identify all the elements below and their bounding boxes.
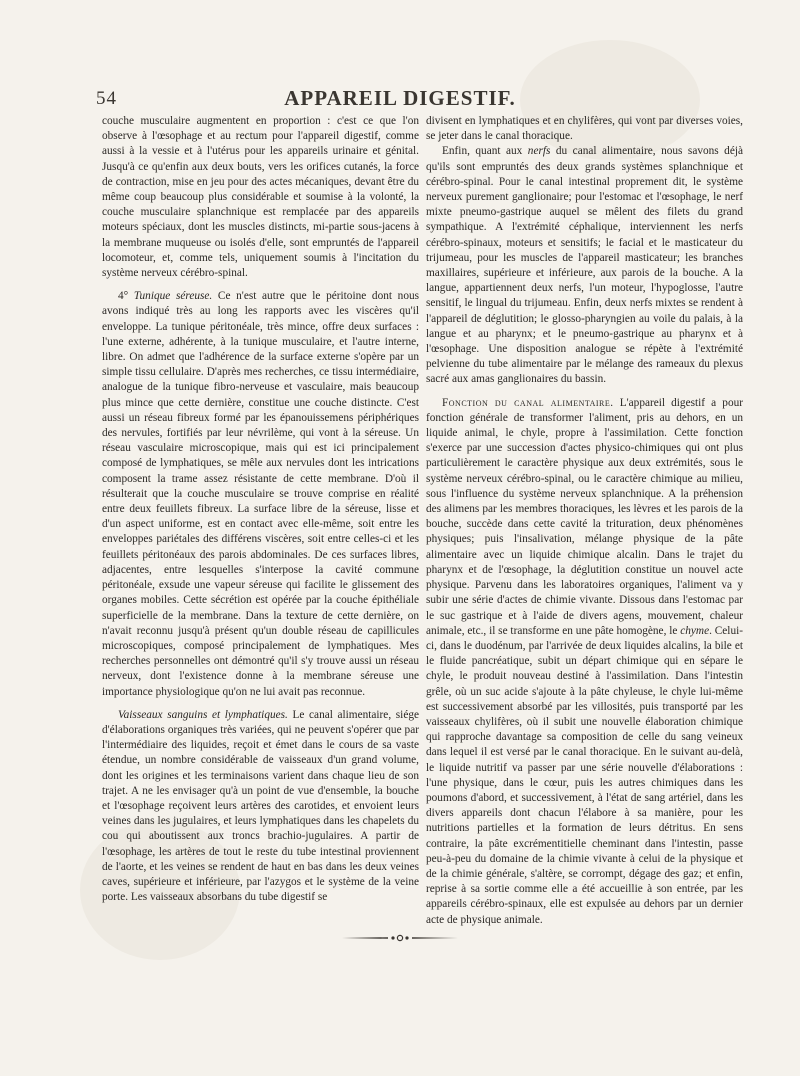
paragraph-text: . Celui-ci, dans le duodénum, par l'arrivée de deux liquides alcalins, la bile et le fluide pancréatique, subit un départ chimique qui en sépare le chyle, le produit nouveau destiné à l'assimilation. Dans l'intestin grêle, où un suc acide s'ajoute à la pâte chyleuse, le chyle lui-même est successivement absorbé par les villosités, puis transporté par les vaisseaux chylifères, où il subit une nouvelle élaboration chimique qui rapproche davantage sa composition de celle du sang veineux dans lequel il est versé par le canal thoracique. En le suivant au-delà, le liquide nutritif va passer par une série nouvelle d'élaborations : l'une physique, dans le cœur, puis les autres chimiques dans les poumons d'abord, et successivement, à l'état de sang artériel, dans les divers appareils dont chacun l'élabore à sa manière, pour les nutritions partielles et la formation de leurs détritus. En sens contraire, la pâte excrémentitielle cheminant dans l'intestin, passe peu-à-peu du domaine de la chimie vivante à celui de la physique et de la chimie générale, s'altère, se corrompt, dégage des gaz; et enfin, reprise à sa sortie comme elle a été accueillie à son entrée, par les appareils cérébro-spinaux, elle est expulsée au dehors par un dernier acte de physique animale. [426, 624, 743, 926]
section-title: Fonction du canal alimentaire. [442, 396, 614, 409]
paragraph-text: L'appareil digestif a pour fonction générale de transformer l'aliment, pris au dehors, en un liquide animal, le chyle, propre à l'assimilation. Cette fonction s'exerce par une succession d'actes physico-chimiques qui ont plus particulièrement le caractère physique aux deux extrémités, sous le système nerveux cérébro-spinal, ou le caractère chimique au milieu, sous l'influence du système nerveux splanchnique. A la préhension des alimens par les membres thoraciques, les lèvres et les parois de la bouche, succède dans cette cavité la trituration, deux phénomènes physiques; puis l'insalivation, mélange physique de la pâte alimentaire avec un liquide chimique alcalin. Dans le trajet du pharynx et de l'œsophage, la déglutition constitue un nouvel acte physique. Parvenu dans les laboratoires organiques, l'aliment va y subir une série d'actes de chimie vivante. Dissous dans l'estomac par le suc gastrique et à l'aide de divers agens, mouvement, chaleur animale, etc., il se transforme en une pâte homogène, le [426, 396, 743, 637]
right-column [426, 114, 743, 928]
paragraph [426, 114, 743, 144]
running-head: APPAREIL DIGESTIF. [284, 86, 516, 110]
paragraph [102, 708, 419, 906]
page-number: 54 [96, 88, 117, 109]
paragraph-number: 4° [118, 290, 129, 303]
paragraph [426, 144, 743, 387]
emphasis: chyme [680, 624, 710, 637]
paragraph [426, 396, 743, 928]
paragraph-text: Enfin, quant aux [442, 145, 528, 158]
paragraph-text: Ce n'est autre que le péritoine dont nous avons indiqué très au long les rapports avec les viscères qu'il enveloppe. La tunique péritonéale, très mince, offre deux surfaces : l'une externe, adhérente, à la tunique musculaire, et l'autre interne, libre. On admet que l'adhérence de la surface externe s'opère par un simple tissu cellulaire. D'après mes recherches, ce tissu intermédiaire, analogue de la tunique fibro-nerveuse et vasculaire, mais beaucoup plus mince que cette dernière, constitue une couche distincte. C'est aussi un réseau fibreux formé par les épanouissemens périphériques des nervules, fortifiés par leur névrilème, qui vont à la séreuse. Un réseau vasculaire microscopique, mais qui est ici principalement composé de lymphatiques, se mêle aux nervules dont les intrications composent la trame assez résistante de cette membrane. D'où il résulterait que la couche musculaire se trouve comprise en réalité entre deux feuillets fibreux. La surface libre de la séreuse, lisse et d'un aspect uniforme, est en contact avec elle-même, soit entre les enveloppes pariétales des différens viscères, soit entre celles-ci et les feuillets péritonéaux des parois abdominales. De ces surfaces libres, adjacentes, entre lesquelles s'interpose la cavité commune péritonéale, exsude une vapeur séreuse qui facilite le glissement des organes mobiles. Cette sécrétion est opérée par la couche épithéliale superficielle de la membrane. Dans la texture de cette dernière, on n'avait reconnu jusqu'à présent qu'un double réseau de capillicules microscopiques, composé principalement de lymphatiques. Mes recherches personnelles ont démontré qu'il s'y trouve aussi un réseau nerveux, dont l'existence donne à la membrane séreuse une importance physiologique qu'on ne lui avait pas reconnue. [102, 290, 420, 698]
section-title: Vaisseaux sanguins et lymphatiques. [118, 708, 288, 721]
end-ornament-icon [340, 932, 460, 944]
paragraph-text: du canal alimentaire, nous savons déjà qu'ils sont empruntés des deux grands systèmes splanchnique et cérébro-spinal. Pour le canal intestinal proprement dit, le système nerveux purement ganglionaire; pour l'estomac et l'œsophage, le nerf mixte pneumo-gastrique auquel se mêlent des filets du grand sympathique. A l'extrémité céphalique, interviennent les nerfs cérébro-spinaux, moteurs et sensitifs; le facial et le masticateur du trijumeau, pour les muscles de l'appareil masticateur; les branches maxillaires, supérieure et inférieure, aux parois de la bouche. A la langue, appartiennent deux nerfs, l'un moteur, l'hypoglosse, l'autre sensitif, le lingual du trijumeau. Enfin, deux nerfs mixtes se rendent à l'appareil de déglutition; le glosso-pharyngien au voile du palais, à la langue et au pharynx; et le pneumo-gastrique au pharynx et à l'œsophage. Une disposition analogue se répète à l'extrémité pelvienne du tube alimentaire par le mélange des rameaux du plexus sacré aux amas ganglionaires du bassin. [426, 145, 743, 386]
paragraph [102, 114, 419, 281]
paragraph [102, 289, 419, 699]
emphasis: nerfs [527, 145, 551, 158]
paragraph-text: couche musculaire augmentent en proportion : c'est ce que l'on observe à l'œsophage et au rectum pour l'appareil digestif, comme aussi à la vessie et à l'utérus pour les appareils urinaire et génital. Jusqu'à ce qu'enfin aux deux bouts, vers les orifices cutanés, la force de contraction, mise en jeu pour des actes mécaniques, devant être du même coup beaucoup plus considérable et soumise à la volonté, la couche musculaire splanchnique est remplacée par des appareils moteurs spéciaux, dont les muscles distincts, mi-partie sous-jacens à la membrane muqueuse ou isolés d'elle, sont empruntés de l'appareil locomoteur, et, comme tels, uniquement soumis à l'incitation du système nerveux cérébro-spinal. [102, 115, 419, 280]
paragraph-text: divisent en lymphatiques et en chylifères, qui vont par diverses voies, se jeter dans le canal thoracique. [426, 115, 743, 143]
paragraph-text: Le canal alimentaire, siége d'élaborations organiques très variées, qui ne peuvent s'opérer que par l'intermédiaire des liquides, reçoit et émet dans le cours de sa vaste étendue, un nombre considérable de vaisseaux d'un grand volume, dont les origines et les terminaisons varient dans chaque lieu de son trajet. A ne les envisager qu'à un point de vue d'ensemble, la bouche et l'œsophage reçoivent leurs artères des carotides, et envoient leurs veines dans les jugulaires, et leurs lymphatiques dans les chapelets du cou qui aboutissent aux troncs brachio-jugulaires. A partir de l'œsophage, les artères de tout le reste du tube intestinal proviennent de l'aorte, et les veines se rendent de haut en bas dans les deux veines caves, supérieure et inférieure, par l'azygos et le système de la veine porte. Les vaisseaux absorbans du tube digestif se [102, 708, 419, 904]
left-column [102, 114, 419, 905]
section-title: Tunique séreuse. [133, 290, 213, 303]
